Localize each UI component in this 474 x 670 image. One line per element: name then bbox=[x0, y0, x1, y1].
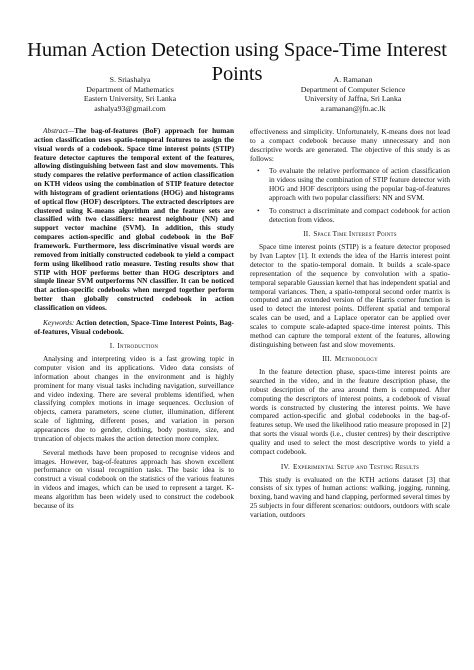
paper-title: Human Action Detection using Space-Time Interest Points bbox=[27, 39, 447, 85]
section-title: Introduction bbox=[117, 342, 159, 351]
author-1 bbox=[30, 75, 230, 113]
list-item bbox=[257, 205, 450, 225]
left-column bbox=[34, 127, 234, 511]
section-number: III. bbox=[322, 355, 332, 364]
author-name: A. Ramanan bbox=[333, 75, 373, 84]
section-heading-experiments bbox=[250, 463, 450, 472]
section-heading-stip bbox=[250, 230, 450, 239]
author-department: Department of Mathematics bbox=[86, 84, 174, 94]
author-block bbox=[0, 75, 474, 125]
intro-paragraph-2: Several methods have been proposed to recognise videos and images. However, bag-of-features approach has shown excellent performance on visual recognition tasks. The basic idea is to construct a visual codebook on the statistics of the various features in videos and images, which can be used to represent a target. K-means algorithm has been widely used to construct the codebook because of its bbox=[34, 447, 234, 510]
section-title: Space Time Interest Points bbox=[313, 230, 397, 239]
author-institution: University of Jaffna, Sri Lanka bbox=[304, 94, 402, 104]
author-2 bbox=[253, 75, 453, 113]
section-heading-introduction bbox=[34, 342, 234, 351]
keywords-text: Action detection, Space-Time Interest Points, Bag-of-features, Visual codebook. bbox=[34, 317, 234, 336]
author-institution: Eastern University, Sri Lanka bbox=[83, 94, 177, 104]
section-title: Methodology bbox=[334, 355, 378, 364]
bullet-icon: • bbox=[257, 205, 260, 215]
list-item-text: To construct a discriminate and compact codebook for action detection from videos. bbox=[269, 205, 450, 224]
keywords-label: Keywords: bbox=[43, 317, 75, 327]
author-email: a.ramanan@jfn.ac.lk bbox=[320, 103, 386, 113]
section-number: II. bbox=[303, 230, 311, 239]
stip-paragraph: Space time interest points (STIP) is a feature detector proposed by Ivan Laptev [1]. It extends the idea of the Harris interest point detector to the spatio-temporal domain. It builds a scale-space representation of the sequence by convolution with a spatio-temporal separable Gaussian kernel that has independent spatial and temporal variances. Then, a spatio-temporal second order matrix is computed and an extended version of the Harris corner function is used to detect the interest points. Different spatial and temporal scales can be used, and a Laplace operator can be applied over scales to compute scale-adapted space-time interest points. This method can capture the temporal extent of the features, allowing distinguishing between fast and slow movements. bbox=[250, 242, 450, 349]
section-number: IV. bbox=[280, 462, 290, 471]
author-email: ashalya93@gmail.com bbox=[94, 103, 166, 113]
abstract: Abstract—The bag-of-features (BoF) approach for human action classification uses spatio-temporal features to assign the visual words of a codebook. Space time interest points (STIP) feature detector captures the temporal extent of the features, allowing distinguishing between fast and slow movements. This study compares the relative performance of action classification on KTH videos using the combination of STIP feature detector with histogram of gradient orientations (HOG) and histograms of optical flow (HOF) descriptors. The extracted descriptors are clustered using K-means algorithm and the feature sets are classified with two classifiers: nearest neighbour (NN) and support vector machine (SVM). In addition, this study compares action-specific and global codebook in the BoF framework. Furthermore, less discriminative visual words are removed from initially constructed codebook to yield a compact form using likelihood ratio measure. Testing results show that STIP with HOF performs better than HOG descriptors and simple linear SVM outperforms NN classifier. It can be noticed that action-specific codebooks when merged together perform better than globally constructed codebook in action classification on videos. bbox=[34, 126, 234, 312]
section-heading-methodology bbox=[250, 355, 450, 364]
author-name: S. Sriashalya bbox=[109, 75, 151, 84]
intro-paragraph-3: effectiveness and simplicity. Unfortunately, K-means does not lead to a compact codebook because many unnecessary and non descriptive words are generated. The objective of this study is as follows: bbox=[250, 127, 450, 163]
abstract-text: The bag-of-features (BoF) approach for human action classification uses spatio-temporal features to assign the visual words of a codebook. Space time interest points (STIP) feature detector captures the temporal extent of the features, allowing distinguishing between fast and slow movements. This study compares the relative performance of action classification on KTH videos using the combination of STIP feature detector with histogram of gradient orientations (HOG) and histograms of optical flow (HOF) descriptors. The extracted descriptors are clustered using K-means algorithm and the feature sets are classified with two classifiers: nearest neighbour (NN) and support vector machine (SVM). In addition, this study compares action-specific and global codebook in the BoF framework. Furthermore, less discriminative visual words are removed from initially constructed codebook to yield a compact form using likelihood ratio measure. Testing results show that STIP with HOF performs better than HOG descriptors and simple linear SVM outperforms NN classifier. It can be noticed that action-specific codebooks when merged together perform better than globally constructed codebook in action classification on videos. bbox=[34, 126, 234, 312]
section-title: Experimental Setup and Testing Results bbox=[292, 462, 420, 471]
objectives-list bbox=[250, 167, 450, 224]
bullet-icon: • bbox=[257, 166, 260, 176]
list-item-text: To evaluate the relative performance of action classification in videos using the combination of STIP feature detector with HOG and HOF descriptors using the popular bag-of-features approach with two popular classifiers: NN and SVM. bbox=[269, 166, 450, 202]
author-department: Department of Computer Science bbox=[300, 84, 406, 94]
right-column bbox=[250, 128, 450, 520]
experiments-paragraph: This study is evaluated on the KTH actions dataset [3] that consists of six types of human actions: walking, jogging, running, boxing, hand waving and hand clapping, performed several times by 25 subjects in four different scenarios: outdoors, outdoors with scale variation, outdoors bbox=[250, 474, 451, 519]
keywords bbox=[34, 319, 234, 337]
intro-paragraph-1: Analysing and interpreting video is a fast growing topic in computer vision and its applications. Video data consists of information about changes in the environment and is highly prominent for many visual tasks including navigation, surveillance and video indexing. There are several problems identified, when classifying complex motions in image sequences. Occlusion of objects, camera parameters, scene clutter, illumination, different scale of lightning, different poses, and variation in person appearances due to gender, clothing, body posture, size, and truncation of objects makes the action detection more complex. bbox=[34, 354, 234, 443]
abstract-label: Abstract bbox=[43, 126, 68, 135]
section-number: I. bbox=[109, 342, 115, 351]
list-item bbox=[257, 166, 450, 202]
methodology-paragraph: In the feature detection phase, space-time interest points are searched in the video, and in the feature description phase, the robust description of the area around them is computed. After computing the descriptors of interest points, a codebook of visual words is constructed by clustering the interest points. We have compared action-specific and global codebooks in the bag-of-features setup. We used the likelihood ratio measure proposed in [2] that sorts the visual words (i.e., cluster centres) by their descriptive quality and used to select the most descriptive words to yield a compact codebook. bbox=[250, 367, 450, 456]
